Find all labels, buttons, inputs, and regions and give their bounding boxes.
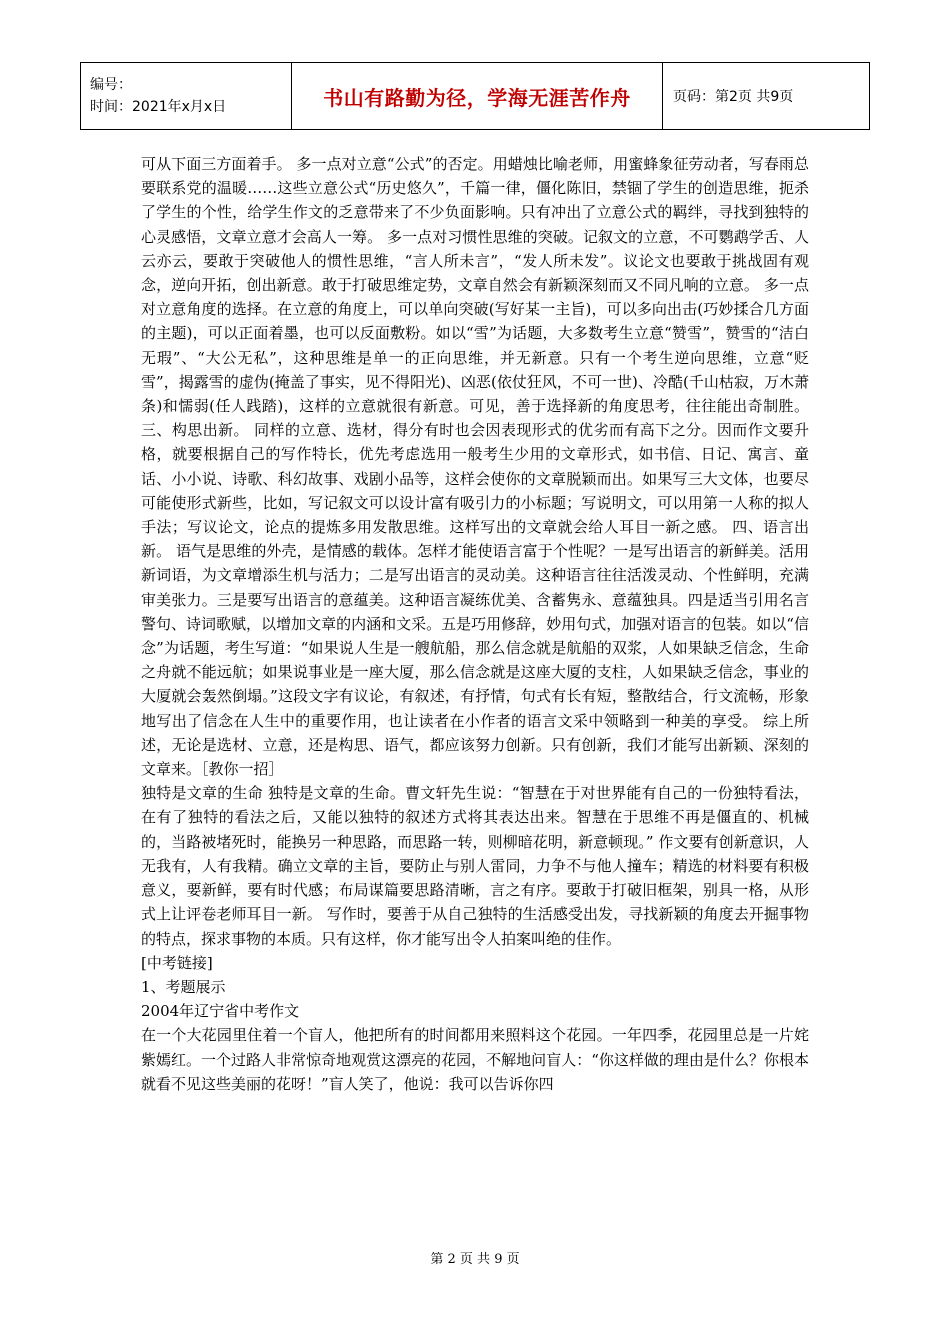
item-heading: 1、考题展示: [141, 977, 226, 996]
document-body: [141, 152, 809, 1096]
body-paragraph-1: 可从下面三方面着手。 多一点对立意“公式”的否定。用蜡烛比喻老师，用蜜蜂象征劳动者，写春雨总要联系党的温暖……这些立意公式“历史悠久”，千篇一律，僵化陈旧，禁锢了学生的创造思维，扼杀了学生的个性，给学生作文的乏意带来了不少负面影响。只有冲出了立意公式的羁绊，寻找到独特的心灵感悟，文章立意才会高人一筹。 多一点对习惯性思维的突破。记叙文的立意，不可鹦鹉学舌、人云亦云，要敢于突破他人的惯性思维，“言人所未言”，“发人所未发”。议论文也要敢于挑战固有观念，逆向开拓，创出新意。敢于打破思维定势，文章自然会有新颖深刻而又不同凡响的立意。 多一点对立意角度的选择。在立意的角度上，可以单向突破(写好某一主旨)，可以多向出击(巧妙揉合几方面的主题)，可以正面着墨，也可以反面敷粉。如以“雪”为话题，大多数考生立意“赞雪”，赞雪的“洁白无瑕”、“大公无私”，这种思维是单一的正向思维，并无新意。只有一个考生逆向思维，立意“贬雪”，揭露雪的虚伪(掩盖了事实，见不得阳光)、凶恶(依仗狂风，不可一世)、冷酷(千山枯寂，万木萧条)和懦弱(任人践踏)，这样的立意就很有新意。可见，善于选择新的角度思考，往往能出奇制胜。 三、构思出新。 同样的立意、选材，得分有时也会因表现形式的优劣而有高下之分。因而作文要升格，就要根据自己的写作特长，优先考虑选用一般考生少用的文章形式，如书信、日记、寓言、童话、小小说、诗歌、科幻故事、戏剧小品等，这样会使你的文章脱颖而出。如果写三大文体，也要尽可能使形式新些，比如，写记叙文可以设计富有吸引力的小标题；写说明文，可以用第一人称的拟人手法；写议论文，论点的提炼多用发散思维。这样写出的文章就会给人耳目一新之感。 四、语言出新。 语气是思维的外壳，是情感的载体。怎样才能使语言富于个性呢？一是写出语言的新鲜美。活用新词语，为文章增添生机与活力；二是写出语言的灵动美。这种语言往往活泼灵动、个性鲜明，充满审美张力。三是要写出语言的意蕴美。这种语言凝练优美、含蓄隽永、意蕴独具。四是适当引用名言警句、诗词歌赋，以增加文章的内涵和文采。五是巧用修辞，妙用句式，加强对语言的包装。如以“信念”为话题，考生写道：“如果说人生是一艘航船，那么信念就是航船的双浆，人如果缺乏信念，生命之舟就不能远航；如果说事业是一座大厦，那么信念就是这座大厦的支柱，人如果缺乏信念，事业的大厦就会轰然倒塌。”这段文字有议论，有叙述，有抒情，句式有长有短，整散结合，行文流畅，形象地写出了信念在人生中的重要作用，也让读者在小作者的语言文采中领略到一种美的享受。 综上所述，无论是选材、立意，还是构思、语气，都应该努力创新。只有创新，我们才能写出新颖、深刻的文章来。［教你一招］: [141, 155, 809, 779]
document-date-label: 时间：2021年x月x日: [90, 99, 227, 115]
body-paragraph-2: 独特是文章的生命 独特是文章的生命。曹文轩先生说：“智慧在于对世界能有自己的一份独特看法，在有了独特的看法之后，又能以独特的叙述方式将其表达出来。智慧在于思维不再是僵直的、机械的，当路被堵死时，能换另一种思路，而思路一转，则柳暗花明，新意顿现。” 作文要有创新意识，人无我有，人有我精。确立文章的主旨，要防止与别人雷同，力争不与他人撞车；精选的材料要有积极意义，要新鲜，要有时代感；布局谋篇要思路清晰，言之有序。要敢于打破旧框架，别具一格，从形式上让评卷老师耳目一新。 写作时，要善于从自己独特的生活感受出发，寻找新颖的角度去开掘事物的特点，探求事物的本质。只有这样，你才能写出令人拍案叫绝的佳作。: [141, 784, 809, 948]
header-table: [80, 62, 870, 130]
body-paragraph-3: 在一个大花园里住着一个盲人，他把所有的时间都用来照料这个花园。一年四季，花园里总是一片姹紫嫣红。一个过路人非常惊奇地观赏这漂亮的花园，不解地问盲人：“你这样做的理由是什么？你根本就看不见这些美丽的花呀！”盲人笑了，他说：我可以告诉你四: [141, 1026, 809, 1093]
header-motto: 书山有路勤为径，学海无涯苦作舟: [292, 63, 663, 130]
section-link-heading: [中考链接]: [141, 953, 213, 972]
header-info-cell: [81, 63, 292, 130]
page-footer: 第 2 页 共 9 页: [430, 1252, 520, 1267]
exam-title: 2004年辽宁省中考作文: [141, 1002, 300, 1021]
header-page-number: 页码：第2页 共9页: [663, 63, 870, 130]
document-number-label: 编号：: [90, 77, 132, 93]
